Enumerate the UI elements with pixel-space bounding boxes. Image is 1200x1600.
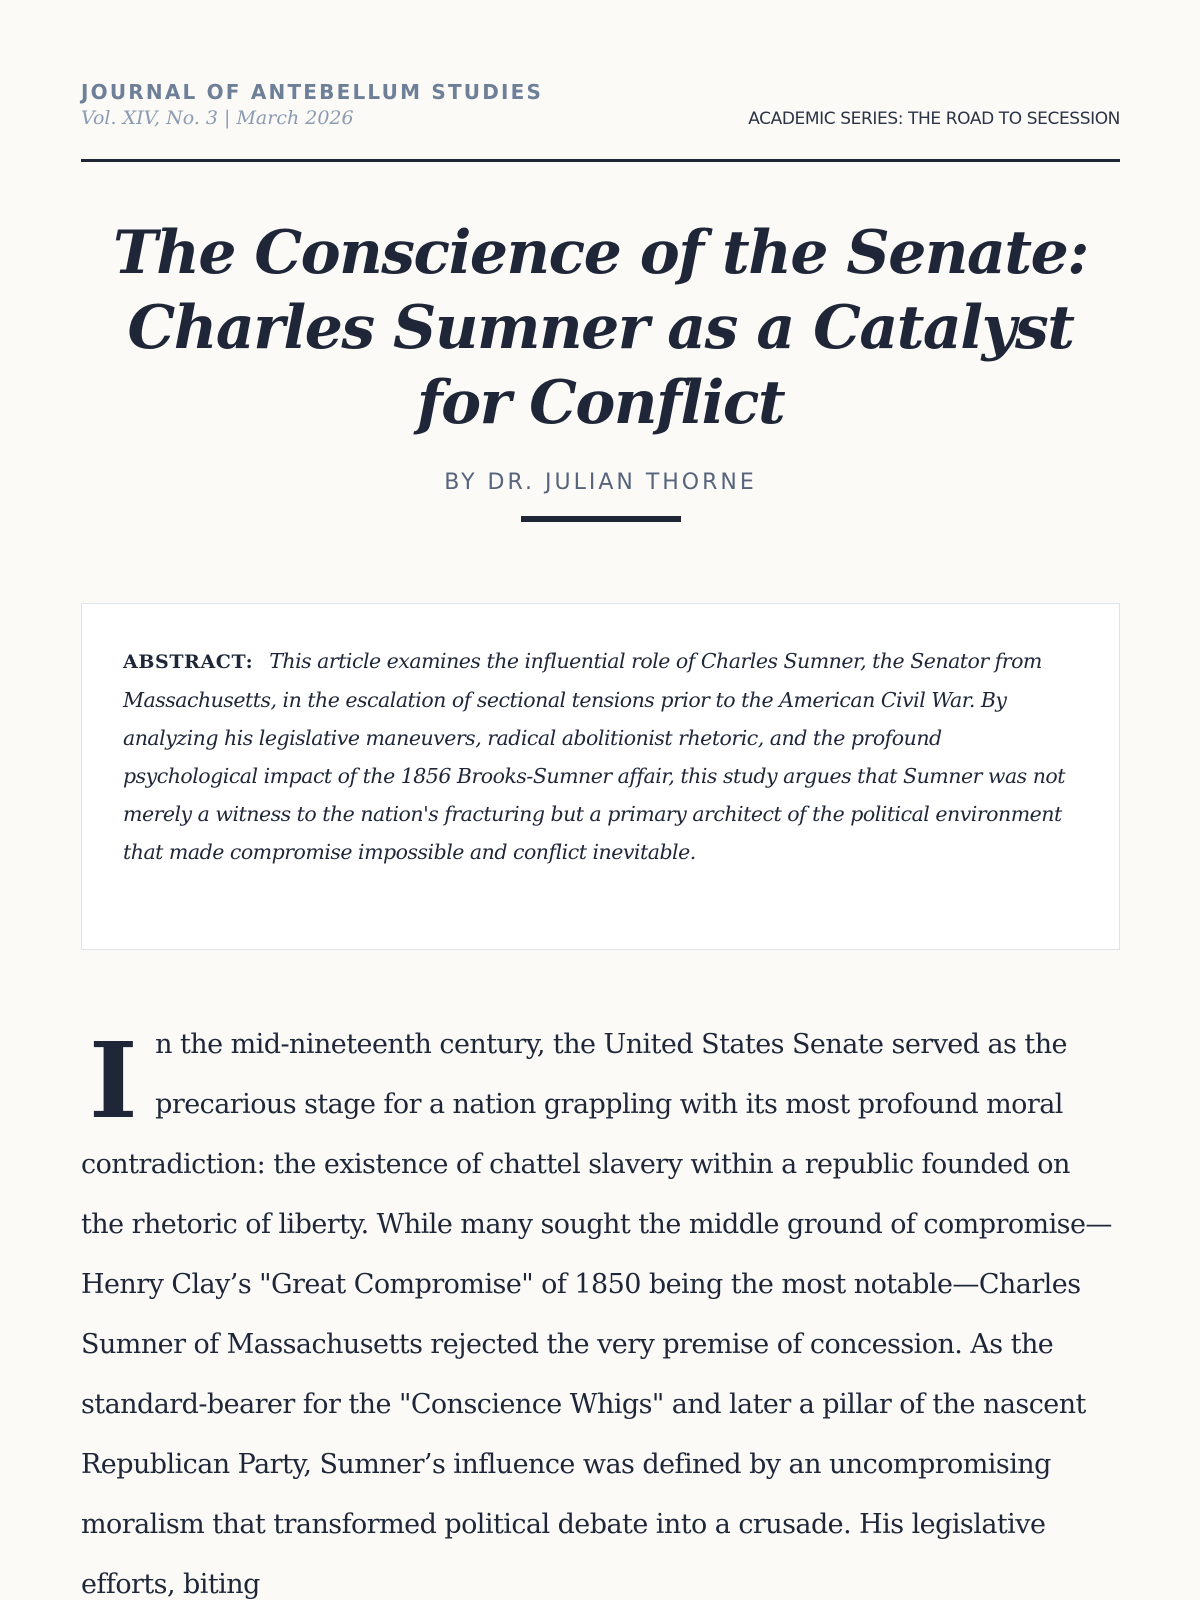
series-label: ACADEMIC SERIES: THE ROAD TO SECESSION [748, 109, 1120, 129]
drop-cap: I [89, 1019, 138, 1142]
journal-name: JOURNAL OF ANTEBELLUM STUDIES [81, 80, 544, 104]
abstract-label: ABSTRACT: [123, 651, 254, 673]
author-byline: BY DR. JULIAN THORNE [444, 470, 757, 495]
issue-line: Vol. XIV, No. 3 | March 2026 [81, 107, 354, 129]
article-body [81, 1015, 1120, 1600]
abstract-paragraph [123, 642, 1079, 871]
title-divider [521, 516, 681, 522]
abstract-text: This article examines the influential role of Charles Sumner, the Senator from Massachusetts, in the escalation of sectional tensions prior to the American Civil War. By analyzing his legislative maneuvers, radical abolitionist rhetoric, and the profound psychological impact of the 1856 Brooks-Sumner affair, this study argues that Sumner was not merely a witness to the nation's fracturing but a primary architect of the political environment that made compromise impossible and conflict inevitable. [123, 649, 1065, 864]
article-title: The Conscience of the Senate: Charles Sumner as a Catalyst for Conflict [113, 218, 1088, 438]
body-paragraph: n the mid-nineteenth century, the United States Senate served as the precarious stage for a nation grappling with its most profound moral contradiction: the existence of chattel slavery within a republic founded on the rhetoric of liberty. While many sought the middle ground of compromise—Henry Clay’s "Great Compromise" of 1850 being the most notable—Charles Sumner of Massachusetts rejected the very premise of concession. As the standard-bearer for the "Conscience Whigs" and later a pillar of the nascent Republican Party, Sumner’s influence was defined by an uncompromising moralism that transformed political debate into a crusade. His legislative efforts, biting [81, 1029, 1112, 1600]
journal-masthead [81, 80, 1120, 162]
abstract-box [81, 603, 1120, 950]
